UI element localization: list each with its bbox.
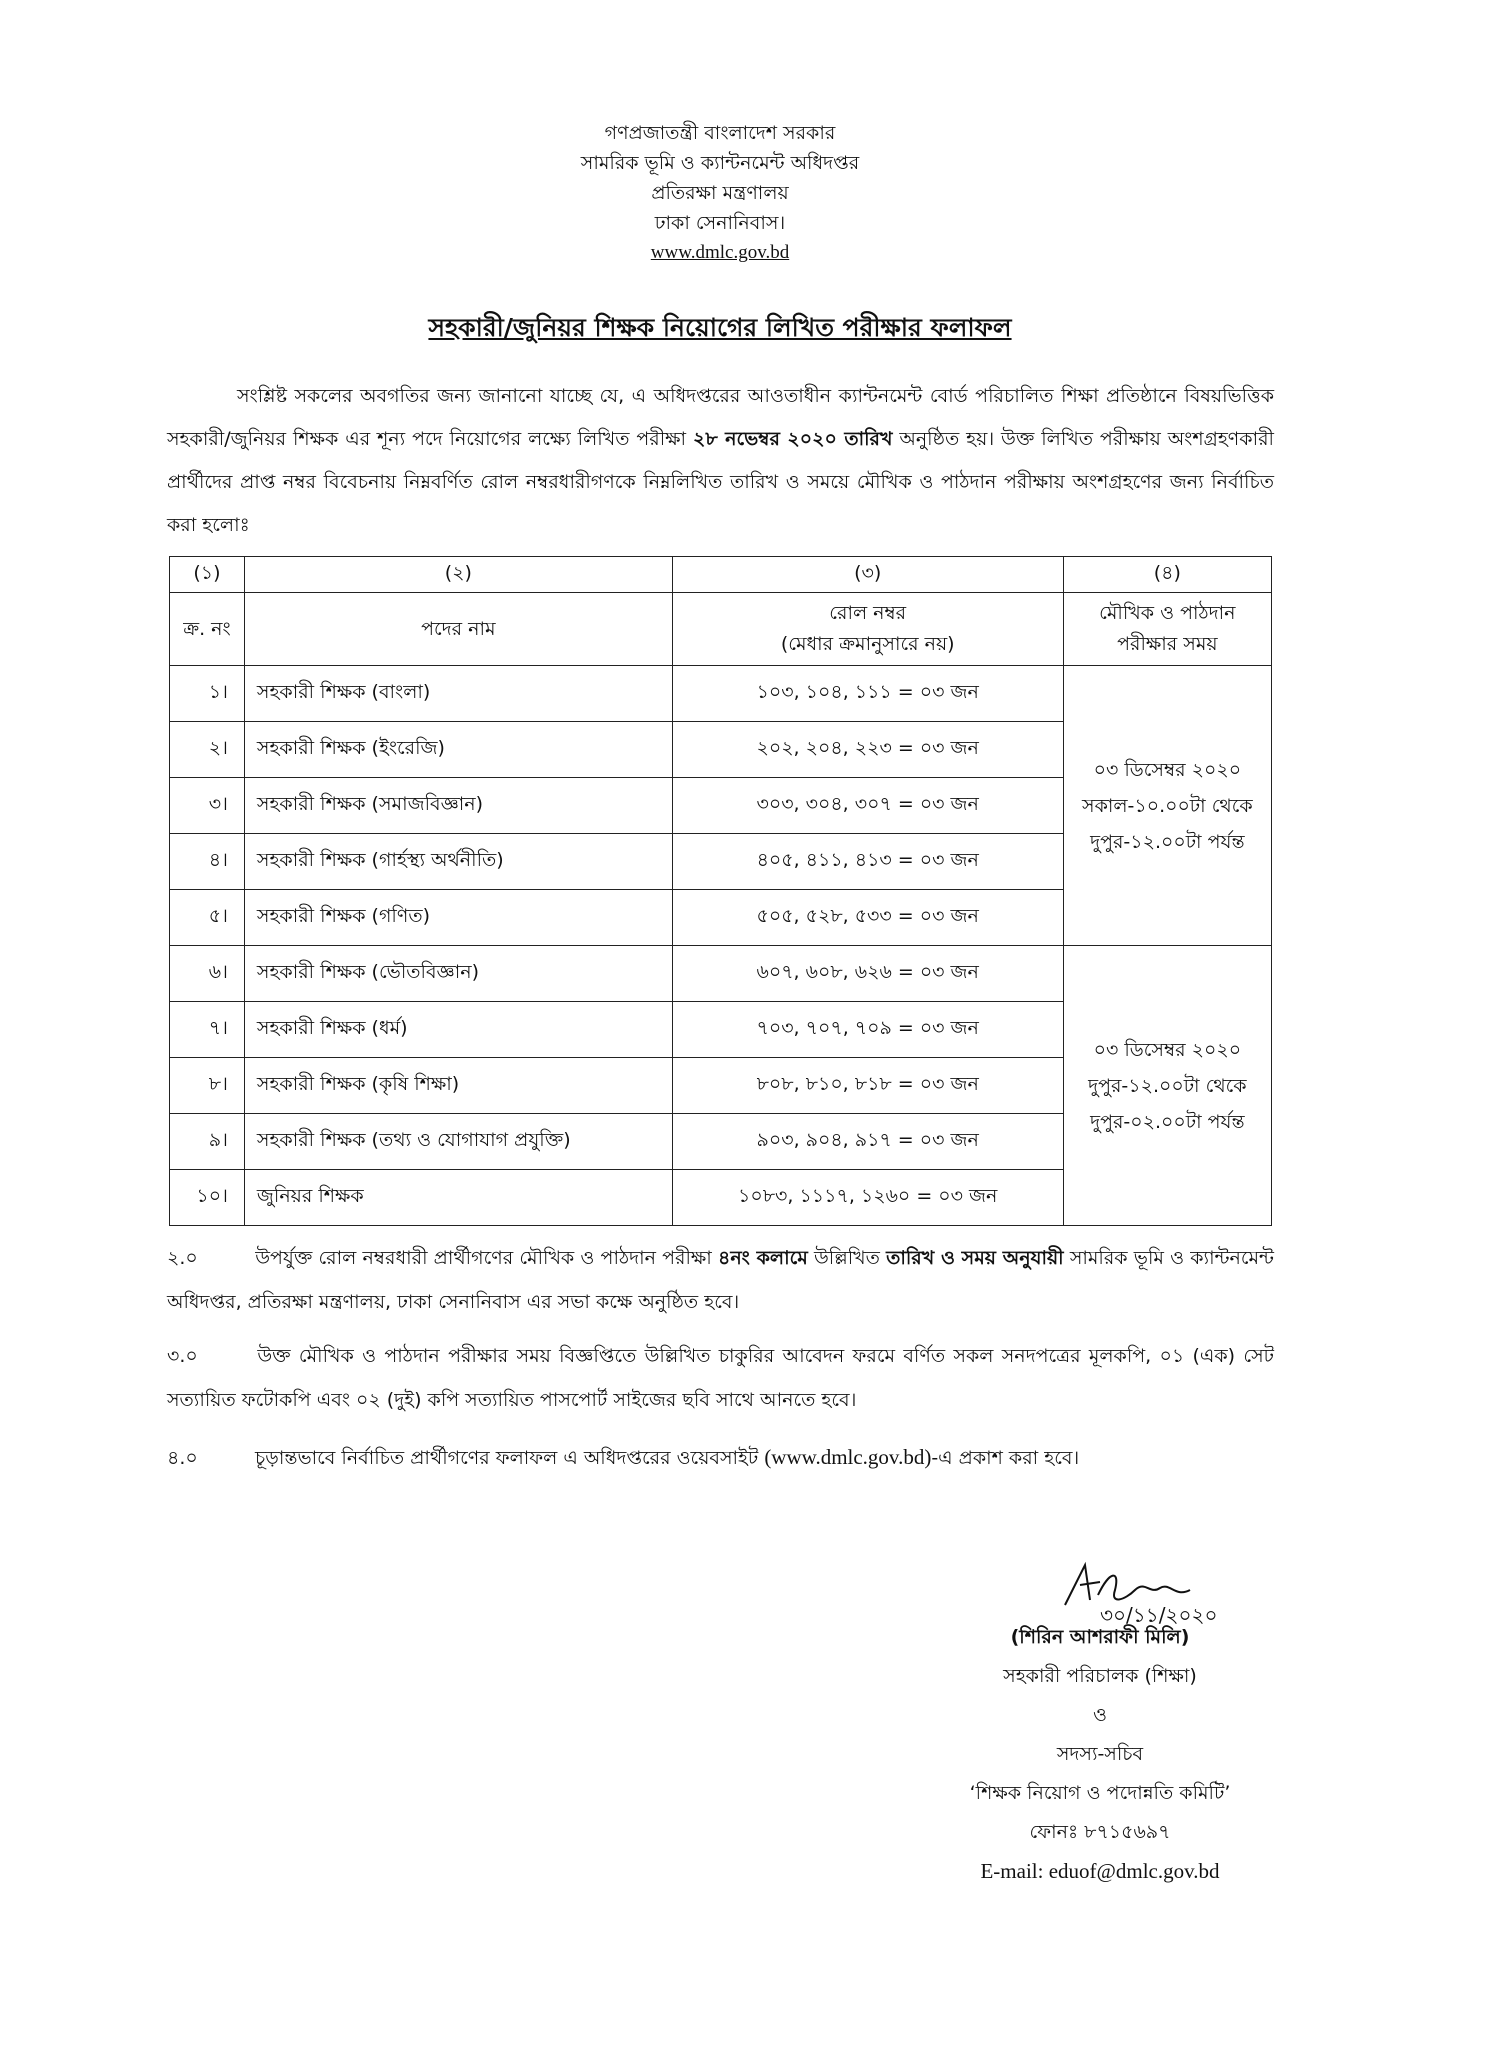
header-post: পদের নাম — [244, 593, 672, 666]
results-table — [169, 556, 1272, 1226]
post-cell: সহকারী শিক্ষক (গণিত) — [244, 890, 672, 946]
column-number: (৪) — [1063, 557, 1271, 593]
roll-cell: ১০৮৩, ১১১৭, ১২৬০ = ০৩ জন — [672, 1170, 1063, 1226]
serial-cell: ১০। — [170, 1170, 245, 1226]
roll-cell: ২০২, ২০৪, ২২৩ = ০৩ জন — [672, 722, 1063, 778]
para2-bold-a: ৪নং কলামে — [718, 1247, 808, 1269]
serial-cell: ৯। — [170, 1114, 245, 1170]
letterhead — [0, 118, 1440, 268]
time-end: দুপুর-০২.০০টা পর্যন্ত — [1090, 1110, 1245, 1133]
para4-text-b: -এ প্রকাশ করা হবে। — [931, 1447, 1080, 1469]
table-row — [170, 666, 1272, 722]
post-cell: সহকারী শিক্ষক (তথ্য ও যোগাযাগ প্রযুক্তি) — [244, 1114, 672, 1170]
time-start: সকাল-১০.০০টা থেকে — [1082, 794, 1253, 817]
post-cell: সহকারী শিক্ষক (কৃষি শিক্ষা) — [244, 1058, 672, 1114]
post-cell: জুনিয়র শিক্ষক — [244, 1170, 672, 1226]
roll-cell: ৩০৩, ৩০৪, ৩০৭ = ০৩ জন — [672, 778, 1063, 834]
header-time-line1: মৌখিক ও পাঠদান — [1099, 602, 1236, 624]
post-cell: সহকারী শিক্ষক (ধর্ম) — [244, 1002, 672, 1058]
column-number: (৩) — [672, 557, 1063, 593]
column-header-row — [170, 593, 1272, 666]
post-cell: সহকারী শিক্ষক (ভৌতবিজ্ঞান) — [244, 946, 672, 1002]
intro-text-a: সংশ্লিষ্ট সকলের অবগতির জন্য জানানো যাচ্ছে যে, এ অধিদপ্তরের আওতাধীন ক্যান্টনমেন্ট বোর্ড পরিচালিত শিক্ষা প্রতিষ্ঠানে বিষয়ভিত্তিক সহকারী/জুনিয়র শিক্ষক এর শূন্য পদে নিয়োগের লক্ষ্যে লিখিত পরীক্ষা — [167, 385, 1274, 450]
para3-text: উক্ত মৌখিক ও পাঠদান পরীক্ষার সময় বিজ্ঞপ্তিতে উল্লিখিত চাকুরির আবেদন ফরমে বর্ণিত সকল সনদপত্রের মূলকপি, ০১ (এক) সেট সত্যায়িত ফটোকপি এবং ০২ (দুই) কপি সত্যায়িত পাসপোর্ট সাইজের ছবি সাথে আনতে হবে। — [167, 1345, 1274, 1411]
para2-text-c: সামরিক ভূমি ও ক্যান্টনমেন্ট অধিদপ্তর, প্রতিরক্ষা মন্ত্রণালয়, ঢাকা সেনানিবাস এর সভা কক্ষে অনুষ্ঠিত হবে। — [167, 1247, 1275, 1313]
roll-cell: ৫০৫, ৫২৮, ৫৩৩ = ০৩ জন — [672, 890, 1063, 946]
roll-cell: ৭০৩, ৭০৭, ৭০৯ = ০৩ জন — [672, 1002, 1063, 1058]
exam-date: ২৮ নভেম্বর ২০২০ তারিখ — [692, 428, 893, 450]
para2-text-b: উল্লিখিত — [813, 1247, 880, 1269]
time-date: ০৩ ডিসেম্বর ২০২০ — [1093, 758, 1242, 781]
intro-paragraph — [167, 375, 1274, 547]
signatory-name: (শিরিন আশরাফী মিলি) — [1010, 1626, 1190, 1648]
signature-date: ৩০/১১/২০২০ — [1100, 1603, 1218, 1627]
page-title: সহকারী/জুনিয়র শিক্ষক নিয়োগের লিখিত পরীক্ষার ফলাফল — [428, 313, 1012, 342]
paragraph-3 — [167, 1334, 1274, 1422]
post-cell: সহকারী শিক্ষক (বাংলা) — [244, 666, 672, 722]
roll-cell: ৪০৫, ৪১১, ৪১৩ = ০৩ জন — [672, 834, 1063, 890]
signature-block — [920, 1618, 1280, 1891]
post-cell: সহকারী শিক্ষক (ইংরেজি) — [244, 722, 672, 778]
ministry-name: প্রতিরক্ষা মন্ত্রণালয় — [651, 182, 789, 204]
serial-cell: ২। — [170, 722, 245, 778]
website-link-inline[interactable]: (www.dmlc.gov.bd) — [764, 1445, 932, 1469]
time-date: ০৩ ডিসেম্বর ২০২০ — [1093, 1038, 1242, 1061]
time-end: দুপুর-১২.০০টা পর্যন্ত — [1090, 830, 1245, 853]
signatory-designation: সহকারী পরিচালক (শিক্ষা) — [1003, 1665, 1197, 1687]
serial-cell: ৮। — [170, 1058, 245, 1114]
paragraph-number: ৪.০ — [167, 1447, 198, 1469]
table-row — [170, 946, 1272, 1002]
committee-name: ‘শিক্ষক নিয়োগ ও পদোন্নতি কমিটি’ — [969, 1782, 1231, 1804]
paragraph-4 — [167, 1435, 1274, 1480]
serial-cell: ৪। — [170, 834, 245, 890]
department-name: সামরিক ভূমি ও ক্যান্টনমেন্ট অধিদপ্তর — [580, 152, 860, 174]
phone-number: ফোনঃ ৮৭১৫৬৯৭ — [1029, 1821, 1171, 1843]
roll-cell: ৯০৩, ৯০৪, ৯১৭ = ০৩ জন — [672, 1114, 1063, 1170]
serial-cell: ৫। — [170, 890, 245, 946]
para2-bold-b: তারিখ ও সময় অনুযায়ী — [886, 1247, 1064, 1269]
government-name: গণপ্রজাতন্ত্রী বাংলাদেশ সরকার — [604, 122, 836, 144]
roll-cell: ৬০৭, ৬০৮, ৬২৬ = ০৩ জন — [672, 946, 1063, 1002]
column-number: (১) — [170, 557, 245, 593]
para4-text-a: চূড়ান্তভাবে নির্বাচিত প্রার্থীগণের ফলাফল এ অধিদপ্তরের ওয়েবসাইট — [255, 1447, 759, 1469]
serial-cell: ৬। — [170, 946, 245, 1002]
roll-cell: ৮০৮, ৮১০, ৮১৮ = ০৩ জন — [672, 1058, 1063, 1114]
intro-text-b: অনুষ্ঠিত হয়। উক্ত লিখিত পরীক্ষায় অংশগ্রহণকারী প্রার্থীদের প্রাপ্ত নম্বর বিবেচনায় নিম্নবর্ণিত রোল নম্বরধারীগণকে নিম্নলিখিত তারিখ ও সময়ে মৌখিক ও পাঠদান পরীক্ষায় অংশগ্রহণের জন্য নির্বাচিত করা হলোঃ — [167, 428, 1274, 536]
post-cell: সহকারী শিক্ষক (গার্হস্থ্য অর্থনীতি) — [244, 834, 672, 890]
header-time — [1063, 593, 1271, 666]
header-roll-line2: (মেধার ক্রমানুসারে নয়) — [780, 633, 955, 655]
para2-text-a: উপর্যুক্ত রোল নম্বরধারী প্রার্থীগণের মৌখিক ও পাঠদান পরীক্ষা — [255, 1247, 712, 1269]
roll-cell: ১০৩, ১০৪, ১১১ = ০৩ জন — [672, 666, 1063, 722]
serial-cell: ৩। — [170, 778, 245, 834]
post-cell: সহকারী শিক্ষক (সমাজবিজ্ঞান) — [244, 778, 672, 834]
time-cell-group-1 — [1063, 666, 1271, 946]
column-number-row — [170, 557, 1272, 593]
header-time-line2: পরীক্ষার সময় — [1117, 633, 1218, 655]
column-number: (২) — [244, 557, 672, 593]
header-roll-line1: রোল নম্বর — [829, 602, 907, 624]
email-address[interactable]: E-mail: eduof@dmlc.gov.bd — [980, 1859, 1220, 1883]
paragraph-2 — [167, 1236, 1274, 1324]
serial-cell: ১। — [170, 666, 245, 722]
conjunction: ও — [1093, 1704, 1107, 1726]
paragraph-number: ২.০ — [167, 1247, 198, 1269]
paragraph-number: ৩.০ — [167, 1345, 198, 1367]
header-serial: ক্র. নং — [170, 593, 245, 666]
website-link[interactable]: www.dmlc.gov.bd — [650, 242, 790, 263]
time-cell-group-2 — [1063, 946, 1271, 1226]
signatory-role: সদস্য-সচিব — [1056, 1743, 1144, 1765]
serial-cell: ৭। — [170, 1002, 245, 1058]
location: ঢাকা সেনানিবাস। — [654, 212, 786, 234]
header-roll — [672, 593, 1063, 666]
time-start: দুপুর-১২.০০টা থেকে — [1088, 1074, 1247, 1097]
